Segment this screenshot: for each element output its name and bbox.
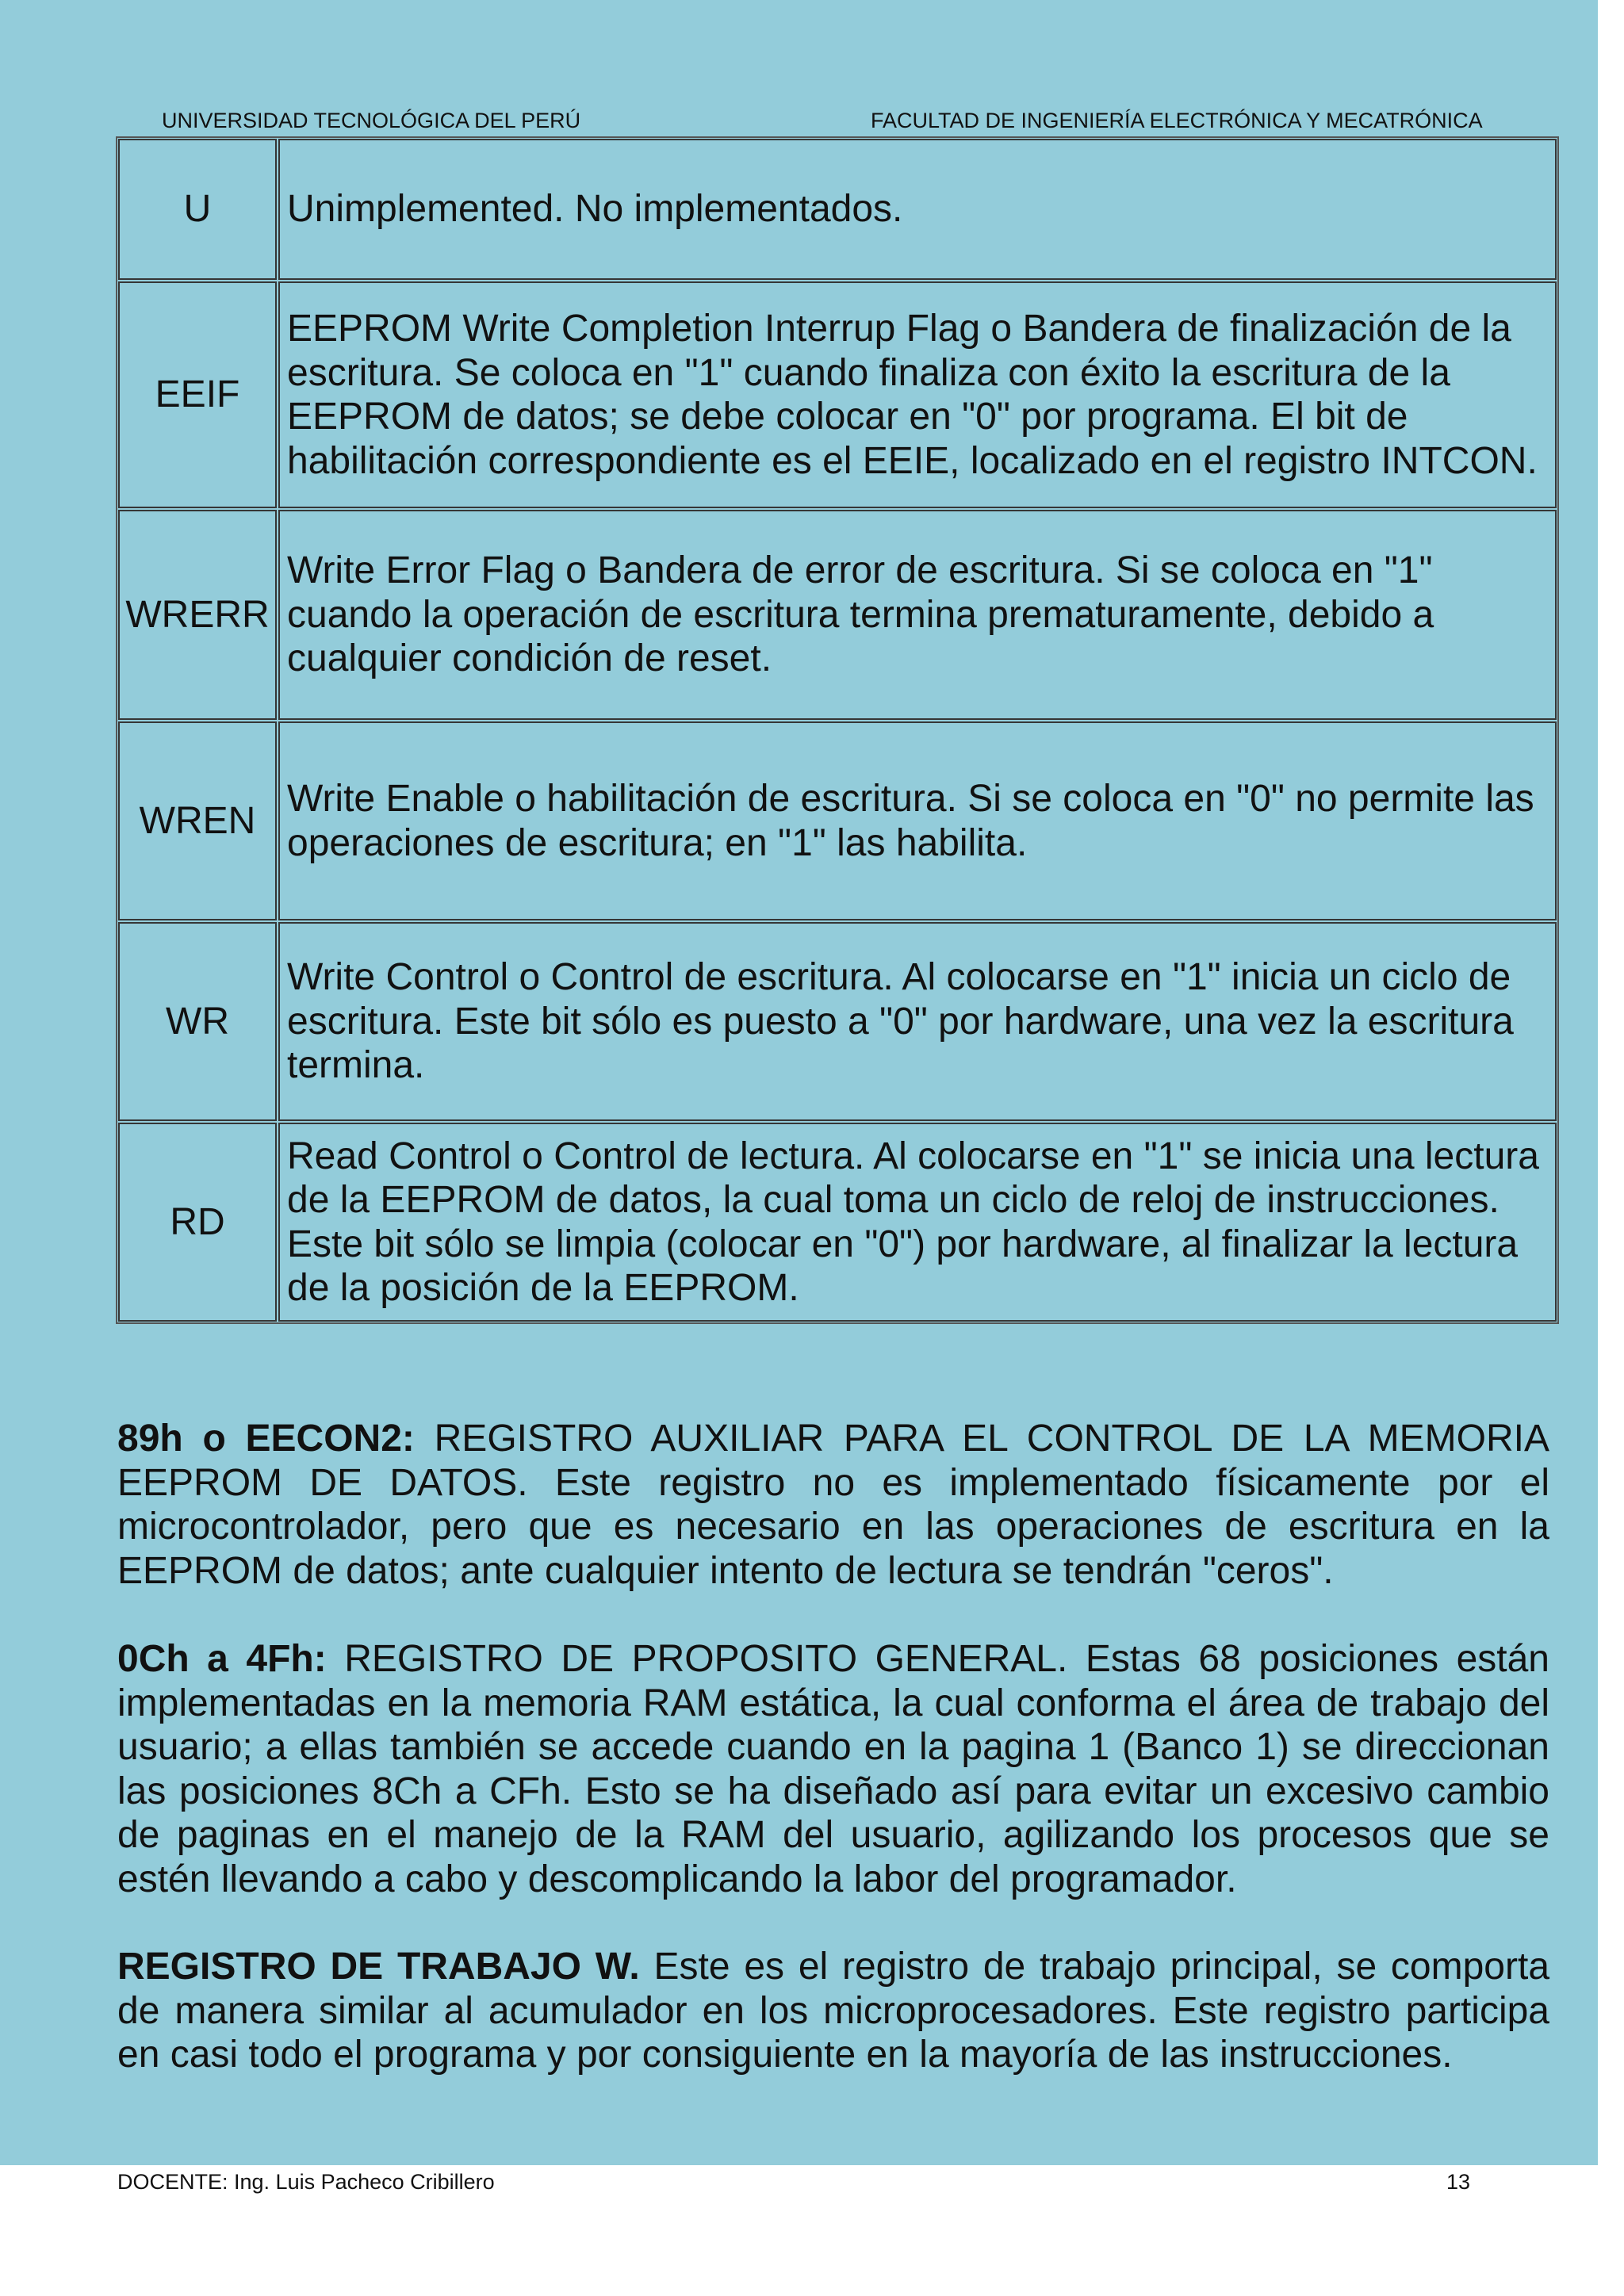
table-row bbox=[118, 510, 1557, 720]
paragraph-lead: 0Ch a 4Fh: bbox=[117, 1638, 327, 1680]
paragraph-line: de manera similar al acumulador en los microprocesadores. Este registro participa bbox=[117, 1989, 1549, 2032]
paragraph-line-text: Este es el registro de trabajo principal, se comporta bbox=[653, 1946, 1550, 1988]
description-line: Write Enable o habilitación de escritura. Si se coloca en "0" no permite las bbox=[287, 778, 1534, 820]
table-row bbox=[118, 281, 1557, 508]
paragraph-line: las posiciones 8Ch a CFh. Esto se ha diseñado así para evitar un excesivo cambio bbox=[117, 1770, 1549, 1812]
page-number: 13 bbox=[1446, 2170, 1471, 2194]
paragraph-general-purpose bbox=[117, 1637, 1549, 1901]
bit-name-cell: WRERR bbox=[118, 510, 277, 720]
paragraph-line: en casi todo el programa y por consiguiente en la mayoría de las instrucciones. bbox=[117, 2034, 1453, 2076]
description-line: Read Control o Control de lectura. Al colocarse en "1" se inicia una lectura bbox=[287, 1135, 1539, 1177]
bit-name-cell: WR bbox=[118, 922, 277, 1121]
paragraph-line: de paginas en el manejo de la RAM del usuario, agilizando los procesos que se bbox=[117, 1814, 1549, 1856]
bit-name-cell: WREN bbox=[118, 721, 277, 920]
paragraph-line: EEPROM de datos; ante cualquier intento de lectura se tendrán "ceros". bbox=[117, 1549, 1334, 1592]
description-line: termina. bbox=[287, 1044, 425, 1087]
table-row bbox=[118, 139, 1557, 280]
description-line: de la EEPROM de datos, la cual toma un ciclo de reloj de instrucciones. bbox=[287, 1179, 1500, 1221]
paragraph-line: usuario; a ellas también se accede cuando en la pagina 1 (Banco 1) se direccionan bbox=[117, 1726, 1549, 1768]
register-bits-table bbox=[116, 136, 1559, 1324]
description-line: escritura. Se coloca en "1" cuando finaliza con éxito la escritura de la bbox=[287, 351, 1450, 394]
header-university: UNIVERSIDAD TECNOLÓGICA DEL PERÚ bbox=[162, 109, 581, 132]
bit-description-cell bbox=[278, 1123, 1557, 1322]
table-row bbox=[118, 922, 1557, 1121]
description-line: Unimplemented. No implementados. bbox=[287, 188, 903, 231]
bit-description-cell bbox=[278, 139, 1557, 280]
description-line: de la posición de la EEPROM. bbox=[287, 1267, 799, 1309]
footer-author: DOCENTE: Ing. Luis Pacheco Cribillero bbox=[117, 2170, 495, 2194]
description-line: cuando la operación de escritura termina prematuramente, debido a bbox=[287, 593, 1434, 636]
bit-description-cell bbox=[278, 281, 1557, 508]
paragraph-line-text: REGISTRO DE PROPOSITO GENERAL. Estas 68 posiciones están bbox=[344, 1638, 1549, 1680]
description-line: operaciones de escritura; en "1" las habilita. bbox=[287, 821, 1028, 864]
description-line: EEPROM de datos; se debe colocar en "0" por programa. El bit de bbox=[287, 396, 1408, 438]
paragraph-line bbox=[117, 1417, 1549, 1461]
paragraph-line: microcontrolador, pero que es necesario en las operaciones de escritura en la bbox=[117, 1506, 1549, 1548]
paragraph-line bbox=[117, 1945, 1549, 1989]
paragraph-line-text: REGISTRO AUXILIAR PARA EL CONTROL DE LA MEMORIA bbox=[434, 1418, 1550, 1460]
bit-description-cell bbox=[278, 721, 1557, 920]
bit-description-cell bbox=[278, 922, 1557, 1121]
paragraph-line bbox=[117, 1637, 1549, 1682]
paragraph-lead: REGISTRO DE TRABAJO W. bbox=[117, 1946, 640, 1988]
table-row bbox=[118, 1123, 1557, 1322]
paragraph-line: EEPROM DE DATOS. Este registro no es implementado físicamente por el bbox=[117, 1461, 1549, 1504]
description-line: Write Error Flag o Bandera de error de escritura. Si se coloca en "1" bbox=[287, 549, 1433, 592]
paragraph-lead: 89h o EECON2: bbox=[117, 1418, 415, 1460]
paragraph-working-register bbox=[117, 1945, 1549, 2077]
header-faculty: FACULTAD DE INGENIERÍA ELECTRÓNICA Y MECATRÓNICA bbox=[871, 109, 1483, 132]
paragraph-line: estén llevando a cabo y descomplicando la labor del programador. bbox=[117, 1858, 1237, 1900]
paragraph-eecon2 bbox=[117, 1417, 1549, 1593]
bit-name-cell: RD bbox=[118, 1123, 277, 1322]
description-line: Este bit sólo se limpia (colocar en "0") por hardware, al finalizar la lectura bbox=[287, 1223, 1519, 1265]
bit-name-cell: EEIF bbox=[118, 281, 277, 508]
bit-name-cell: U bbox=[118, 139, 277, 280]
description-line: EEPROM Write Completion Interrup Flag o Bandera de finalización de la bbox=[287, 308, 1511, 350]
description-line: escritura. Este bit sólo es puesto a "0" por hardware, una vez la escritura bbox=[287, 1000, 1514, 1043]
paragraph-line: implementadas en la memoria RAM estática, la cual conforma el área de trabajo del bbox=[117, 1682, 1549, 1724]
description-line: habilitación correspondiente es el EEIE, localizado en el registro INTCON. bbox=[287, 439, 1538, 482]
table-row bbox=[118, 721, 1557, 920]
bit-description-cell bbox=[278, 510, 1557, 720]
description-line: cualquier condición de reset. bbox=[287, 637, 772, 680]
description-line: Write Control o Control de escritura. Al colocarse en "1" inicia un ciclo de bbox=[287, 956, 1511, 999]
